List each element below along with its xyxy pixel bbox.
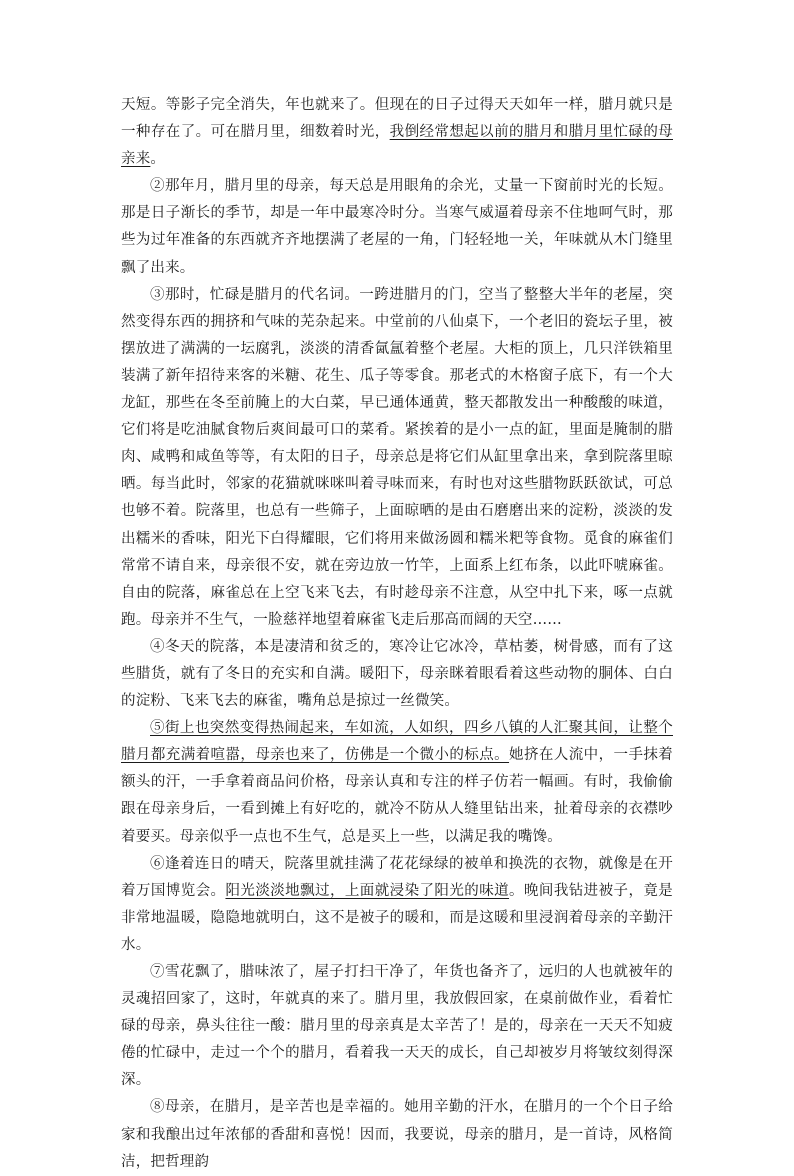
paragraph-1 — [121, 92, 673, 173]
article-body — [121, 92, 673, 1176]
paragraph-6 — [121, 851, 673, 959]
paragraph-5 — [121, 715, 673, 850]
underlined-sentence: 我倒经常想起以前的腊月和腊月里忙碌的母亲来 — [121, 124, 673, 168]
paragraph-text: ⑥逢着连日的晴天，院落里就挂满了花花绿绿的被单和换洗的衣物，就像是在开着万国博览会。 — [121, 855, 673, 899]
paragraph-text: ④冬天的院落，本是凄清和贫乏的，寒冷让它冰冷，草枯萎，树骨感，而有了这些腊货，就有了冬日的充实和自满。暖阳下，母亲眯着眼看着这些动物的胴体、白白的淀粉、飞来飞去的麻雀，嘴角总是掠过一丝微笑。 — [121, 638, 673, 710]
paragraph-text: 天短。等影子完全消失，年也就来了。但现在的日子过得天天如年一样，腊月就只是一种存在了。可在腊月里，细数着时光， — [121, 97, 673, 141]
paragraph-text: 。 — [150, 151, 166, 168]
paragraph-text: 她挤在人流中，一手抹着额头的汗，一手拿着商品问价格，母亲认真和专注的样子仿若一幅画。有时，我偷偷跟在母亲身后，一看到摊上有好吃的，就冷不防从人缝里钻出来，扯着母亲的衣襟吵着要买。母亲似乎一点也不生气，总是买上一些，以满足我的嘴馋。 — [121, 747, 673, 845]
paragraph-7 — [121, 959, 673, 1094]
paragraph-text: 。晚间我钻进被子，竟是非常地温暖，隐隐地就明白，这不是被子的暖和，而是这暖和里浸润着母亲的辛勤汗水。 — [121, 882, 673, 953]
paragraph-text: ⑦雪花飘了，腊味浓了，屋子打扫干净了，年货也备齐了，远归的人也就被年的灵魂招回家了，这时，年就真的来了。腊月里，我放假回家，在桌前做作业，看着忙碌的母亲，鼻头往往一酸：腊月里的母亲真是太辛苦了！是的，母亲在一天天不知疲倦的忙碌中，走过一个个的腊月，看着我一天天的成长，自己却被岁月将皱纹刻得深深。 — [121, 964, 673, 1089]
underlined-sentence: ⑤街上也突然变得热闹起来，车如流，人如织，四乡八镇的人汇聚其间，让整个腊月都充满着喧嚣，母亲也来了，仿佛是一个微小的标点。 — [121, 720, 673, 764]
paragraph-text: ③那时，忙碌是腊月的代名词。一跨进腊月的门，空当了整整大半年的老屋，突然变得东西的拥挤和气味的芜杂起来。中堂前的八仙桌下，一个老旧的瓷坛子里，被摆放进了满满的一坛腐乳，淡淡的清香氤氲着整个老屋。大柜的顶上，几只洋铁箱里装满了新年招待来客的米糖、花生、瓜子等零食。那老式的木格窗子底下，有一个大龙缸，那些在冬至前腌上的大白菜，早已通体通黄，整天都散发出一种酸酸的味道，它们将是吃油腻食物后爽间最可口的菜肴。紧挨着的是小一点的缸，里面是腌制的腊肉、咸鸭和咸鱼等等，有太阳的日子，母亲总是将它们从缸里拿出来，拿到院落里晾晒。每当此时，邻家的花猫就咪咪叫着寻味而来，有时也对这些腊物跃跃欲试，可总也够不着。院落里，也总有一些筛子，上面晾晒的是由石磨磨出来的淀粉，淡淡的发出糯米的香味，阳光下白得耀眼，它们将用来做汤圆和糯米粑等食物。觅食的麻雀们常常不请自来，母亲很不安，就在旁边放一竹竿，上面系上红布条，以此吓唬麻雀。自由的院落，麻雀总在上空飞来飞去，有时趁母亲不注意，从空中扎下来，啄一点就跑。母亲并不生气，一脸慈祥地望着麻雀飞走后那高而阔的天空…… — [121, 286, 673, 628]
paragraph-text: ⑧母亲，在腊月，是辛苦也是幸福的。她用辛勤的汗水，在腊月的一个个日子给家和我酿出过年浓郁的香甜和喜悦！因而，我要说，母亲的腊月，是一首诗，风格简洁，把哲理韵 — [121, 1099, 673, 1170]
paragraph-8 — [121, 1094, 673, 1175]
paragraph-3 — [121, 282, 673, 634]
paragraph-text: ②那年月，腊月里的母亲，每天总是用眼角的余光，丈量一下窗前时光的长短。那是日子渐长的季节，却是一年中最寒冷时分。当寒气威逼着母亲不住地呵气时，那些为过年准备的东西就齐齐地摆满了老屋的一角，门轻轻地一关，年味就从木门缝里飘了出来。 — [121, 178, 673, 276]
paragraph-2 — [121, 173, 673, 281]
underlined-sentence: 阳光淡淡地飘过，上面就浸染了阳光的味道 — [225, 882, 510, 899]
paragraph-4 — [121, 634, 673, 715]
